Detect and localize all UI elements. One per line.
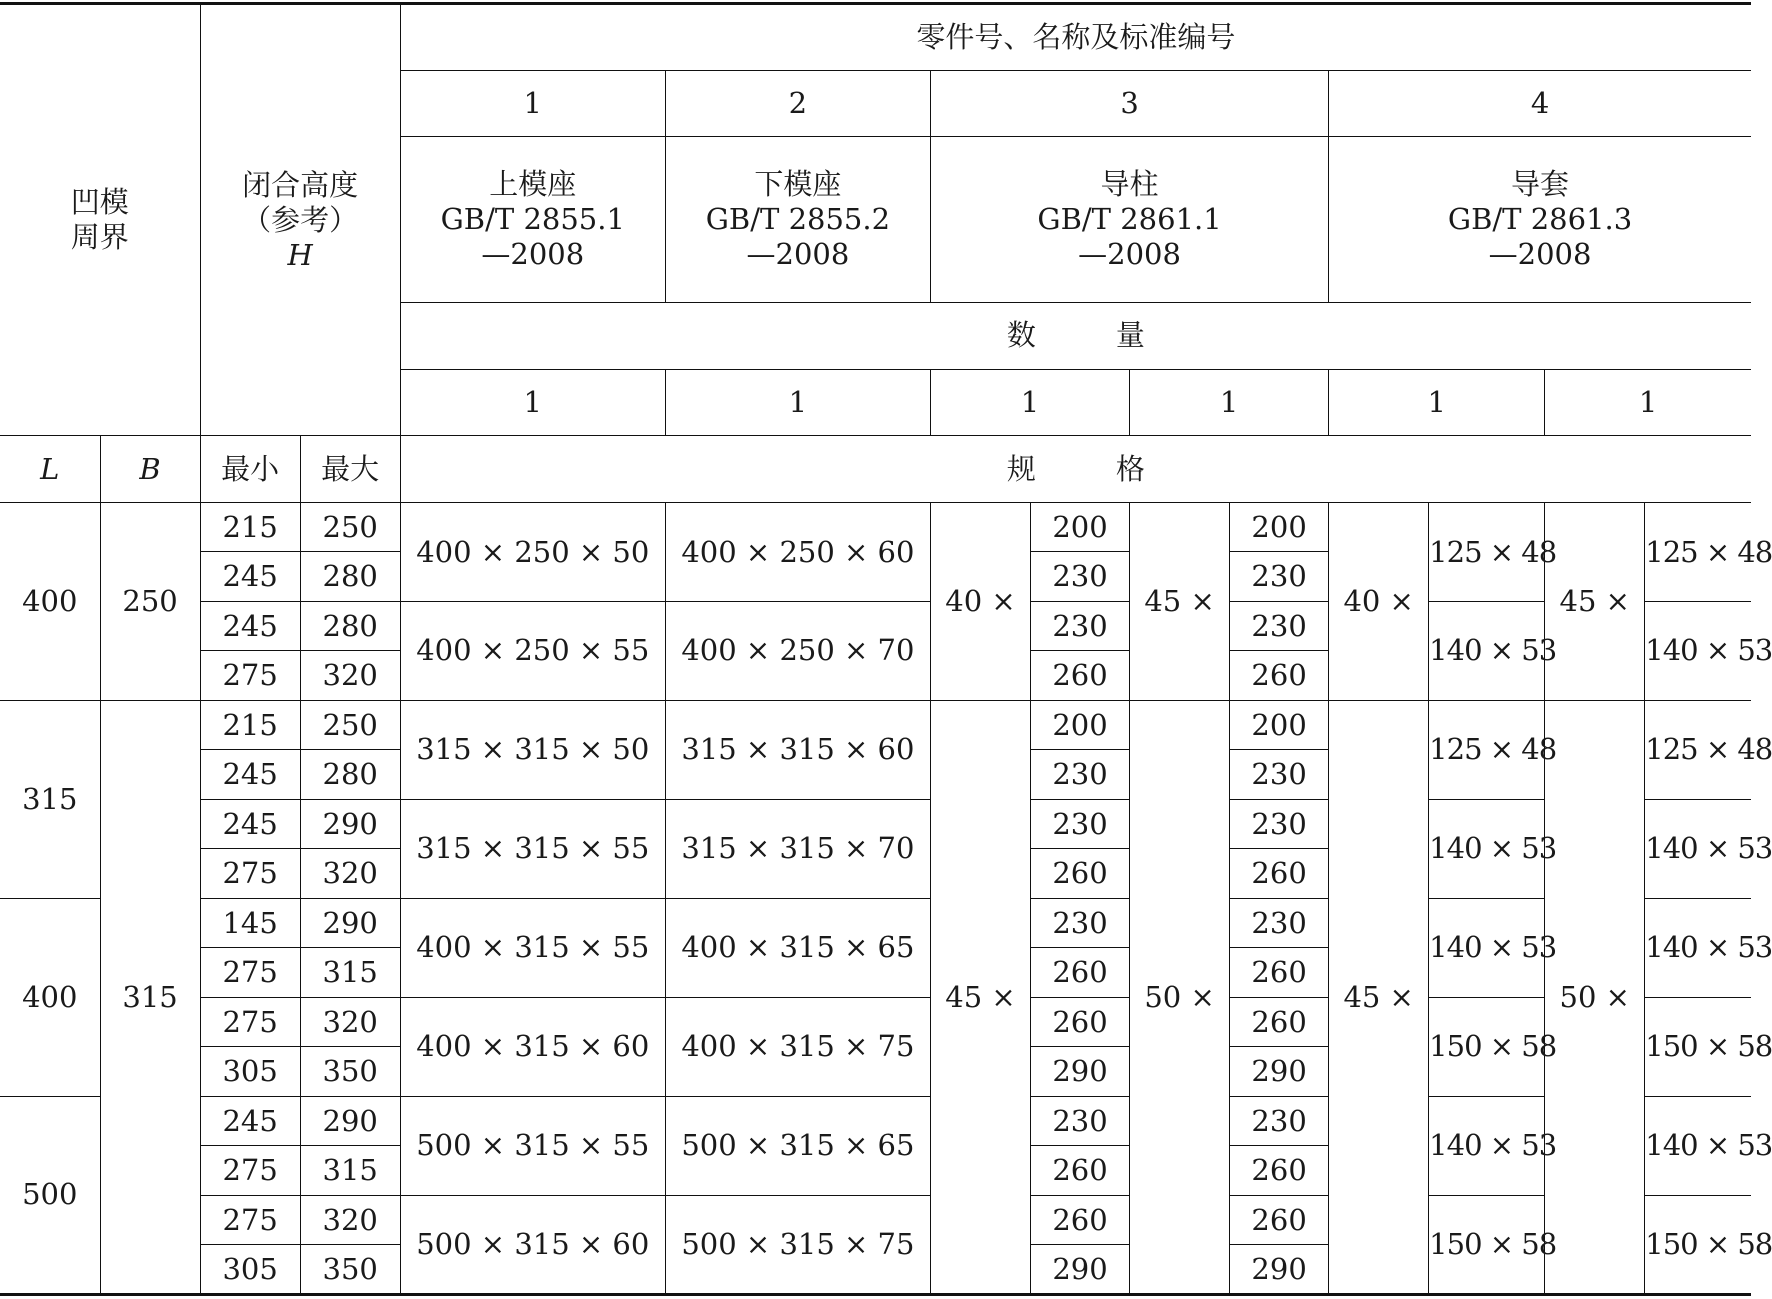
guide-pillar-a-length: 200 bbox=[1031, 700, 1130, 749]
quantity-label-char1: 数 bbox=[1006, 318, 1036, 353]
closed-height-max: 320 bbox=[300, 651, 400, 700]
table-row bbox=[0, 799, 1751, 848]
lower-die-base-spec: 500 × 315 × 75 bbox=[665, 1195, 930, 1294]
upper-die-base-spec: 400 × 315 × 55 bbox=[400, 898, 665, 997]
part-guide-pillar bbox=[930, 137, 1328, 303]
die-perimeter-label-line2: 周界 bbox=[70, 220, 129, 255]
closed-height-max: 250 bbox=[300, 700, 400, 749]
table-body bbox=[0, 4, 1772, 1295]
table-row bbox=[0, 1096, 1751, 1145]
quantity-upper-die-base: 1 bbox=[400, 369, 665, 436]
closed-height-max: 250 bbox=[300, 502, 400, 551]
quantity-guide-pillar-a: 1 bbox=[930, 369, 1129, 436]
part-number-3: 3 bbox=[930, 70, 1328, 137]
upper-die-base-spec: 315 × 315 × 50 bbox=[400, 700, 665, 799]
guide-pillar-b-length: 230 bbox=[1230, 898, 1329, 947]
closed-height-min: 275 bbox=[200, 1146, 300, 1195]
quantity-guide-pillar-b: 1 bbox=[1130, 369, 1329, 436]
die-length-L: 400 bbox=[0, 502, 100, 700]
closed-height-max: 350 bbox=[300, 1047, 400, 1096]
table-row bbox=[0, 1195, 1751, 1244]
closed-height-max: 280 bbox=[300, 601, 400, 650]
guide-pillar-a-length: 290 bbox=[1031, 1047, 1130, 1096]
closed-height-max: 320 bbox=[300, 1195, 400, 1244]
closed-height-min: 305 bbox=[200, 1245, 300, 1295]
upper-die-base-spec: 500 × 315 × 55 bbox=[400, 1096, 665, 1195]
guide-pillar-b-length: 260 bbox=[1230, 997, 1329, 1046]
column-header-min: 最小 bbox=[200, 436, 300, 503]
guide-pillar-b-length: 290 bbox=[1230, 1047, 1329, 1096]
lower-die-base-spec: 315 × 315 × 60 bbox=[665, 700, 930, 799]
guide-pillar-b-diameter: 45 × bbox=[1130, 502, 1230, 700]
guide-bush-b-spec: 150 × 58 bbox=[1645, 997, 1751, 1096]
guide-pillar-a-length: 230 bbox=[1031, 750, 1130, 799]
table-row bbox=[0, 601, 1751, 650]
parts-title-header: 零件号、名称及标准编号 bbox=[400, 4, 1751, 71]
part-name: 下模座 bbox=[754, 167, 842, 202]
part-standard: GB/T 2855.2 bbox=[705, 202, 891, 237]
lower-die-base-spec: 400 × 315 × 75 bbox=[665, 997, 930, 1096]
part-guide-bush bbox=[1329, 137, 1751, 303]
closed-height-min: 215 bbox=[200, 502, 300, 551]
guide-bush-b-spec: 125 × 48 bbox=[1645, 700, 1751, 799]
guide-bush-b-spec: 125 × 48 bbox=[1645, 502, 1751, 601]
part-standard: GB/T 2861.1 bbox=[1037, 202, 1222, 237]
die-length-L: 315 bbox=[0, 700, 100, 898]
part-upper-die-base bbox=[400, 137, 665, 303]
die-set-spec-table bbox=[0, 2, 1772, 1296]
closed-height-min: 245 bbox=[200, 1096, 300, 1145]
part-number-2: 2 bbox=[665, 70, 930, 137]
upper-die-base-spec: 400 × 315 × 60 bbox=[400, 997, 665, 1096]
guide-bush-b-spec: 140 × 53 bbox=[1645, 1096, 1751, 1195]
guide-pillar-a-length: 230 bbox=[1031, 799, 1130, 848]
quantity-guide-bush-b: 1 bbox=[1545, 369, 1751, 436]
guide-pillar-a-length: 290 bbox=[1031, 1245, 1130, 1295]
guide-pillar-b-length: 200 bbox=[1230, 502, 1329, 551]
closed-height-max: 320 bbox=[300, 997, 400, 1046]
guide-pillar-b-length: 200 bbox=[1230, 700, 1329, 749]
guide-pillar-a-length: 230 bbox=[1031, 552, 1130, 601]
guide-pillar-b-length: 230 bbox=[1230, 601, 1329, 650]
spec-header bbox=[400, 436, 1751, 503]
guide-pillar-b-length: 260 bbox=[1230, 1146, 1329, 1195]
die-length-L: 400 bbox=[0, 898, 100, 1096]
upper-die-base-spec: 315 × 315 × 55 bbox=[400, 799, 665, 898]
guide-bush-a-diameter: 40 × bbox=[1329, 502, 1429, 700]
guide-pillar-b-length: 260 bbox=[1230, 651, 1329, 700]
closed-height-min: 215 bbox=[200, 700, 300, 749]
closed-height-max: 350 bbox=[300, 1245, 400, 1295]
guide-bush-b-spec: 140 × 53 bbox=[1645, 601, 1751, 700]
guide-pillar-b-length: 230 bbox=[1230, 552, 1329, 601]
die-width-B: 250 bbox=[100, 502, 200, 700]
quantity-lower-die-base: 1 bbox=[665, 369, 930, 436]
part-lower-die-base bbox=[665, 137, 930, 303]
guide-pillar-a-length: 260 bbox=[1031, 997, 1130, 1046]
quantity-label-char2: 量 bbox=[1115, 318, 1145, 353]
column-header-max: 最大 bbox=[300, 436, 400, 503]
guide-bush-a-spec: 140 × 53 bbox=[1429, 601, 1545, 700]
part-standard: GB/T 2855.1 bbox=[440, 202, 625, 237]
column-header-B: B bbox=[100, 436, 200, 503]
guide-pillar-a-length: 230 bbox=[1031, 1096, 1130, 1145]
die-perimeter-header bbox=[0, 4, 200, 436]
closed-height-min: 275 bbox=[200, 997, 300, 1046]
closed-height-max: 290 bbox=[300, 1096, 400, 1145]
closed-height-label: 闭合高度 bbox=[242, 167, 359, 202]
part-standard-year: —2008 bbox=[1078, 237, 1181, 272]
closed-height-max: 315 bbox=[300, 1146, 400, 1195]
table-row bbox=[0, 997, 1751, 1046]
guide-bush-a-spec: 140 × 53 bbox=[1429, 1096, 1545, 1195]
guide-bush-b-spec: 150 × 58 bbox=[1645, 1195, 1751, 1294]
guide-bush-b-diameter: 50 × bbox=[1545, 700, 1645, 1294]
closed-height-min: 275 bbox=[200, 1195, 300, 1244]
closed-height-reference-note: （参考） bbox=[242, 202, 359, 237]
lower-die-base-spec: 315 × 315 × 70 bbox=[665, 799, 930, 898]
closed-height-min: 275 bbox=[200, 849, 300, 898]
lower-die-base-spec: 400 × 250 × 60 bbox=[665, 502, 930, 601]
die-perimeter-label-line1: 凹模 bbox=[70, 185, 129, 220]
table-row bbox=[0, 898, 1751, 947]
closed-height-max: 280 bbox=[300, 552, 400, 601]
closed-height-min: 275 bbox=[200, 651, 300, 700]
part-standard-year: —2008 bbox=[1488, 237, 1592, 272]
guide-pillar-a-diameter: 40 × bbox=[930, 502, 1030, 700]
guide-pillar-a-length: 230 bbox=[1031, 898, 1130, 947]
guide-bush-a-spec: 140 × 53 bbox=[1429, 799, 1545, 898]
guide-bush-a-diameter: 45 × bbox=[1329, 700, 1429, 1294]
guide-bush-b-diameter: 45 × bbox=[1545, 502, 1645, 700]
guide-pillar-a-length: 260 bbox=[1031, 849, 1130, 898]
guide-pillar-b-length: 260 bbox=[1230, 1195, 1329, 1244]
closed-height-max: 280 bbox=[300, 750, 400, 799]
guide-pillar-b-length: 260 bbox=[1230, 849, 1329, 898]
closed-height-min: 305 bbox=[200, 1047, 300, 1096]
table-row bbox=[0, 700, 1751, 749]
lower-die-base-spec: 500 × 315 × 65 bbox=[665, 1096, 930, 1195]
guide-pillar-b-diameter: 50 × bbox=[1130, 700, 1230, 1294]
upper-die-base-spec: 400 × 250 × 50 bbox=[400, 502, 665, 601]
guide-pillar-a-length: 260 bbox=[1031, 948, 1130, 997]
closed-height-min: 245 bbox=[200, 750, 300, 799]
guide-pillar-a-length: 260 bbox=[1031, 1146, 1130, 1195]
closed-height-max: 290 bbox=[300, 898, 400, 947]
guide-bush-a-spec: 150 × 58 bbox=[1429, 1195, 1545, 1294]
guide-bush-b-spec: 140 × 53 bbox=[1645, 799, 1751, 898]
guide-pillar-b-length: 230 bbox=[1230, 750, 1329, 799]
guide-pillar-b-length: 260 bbox=[1230, 948, 1329, 997]
closed-height-max: 315 bbox=[300, 948, 400, 997]
closed-height-min: 245 bbox=[200, 799, 300, 848]
die-length-L: 500 bbox=[0, 1096, 100, 1294]
column-header-L: L bbox=[0, 436, 100, 503]
guide-bush-a-spec: 125 × 48 bbox=[1429, 700, 1545, 799]
guide-pillar-a-length: 230 bbox=[1031, 601, 1130, 650]
lower-die-base-spec: 400 × 250 × 70 bbox=[665, 601, 930, 700]
guide-pillar-b-length: 230 bbox=[1230, 1096, 1329, 1145]
part-name: 上模座 bbox=[489, 167, 577, 202]
closed-height-min: 145 bbox=[200, 898, 300, 947]
part-number-4: 4 bbox=[1329, 70, 1751, 137]
lower-die-base-spec: 400 × 315 × 65 bbox=[665, 898, 930, 997]
part-name: 导套 bbox=[1511, 167, 1570, 202]
guide-pillar-b-length: 290 bbox=[1230, 1245, 1329, 1295]
closed-height-max: 290 bbox=[300, 799, 400, 848]
guide-pillar-a-length: 260 bbox=[1031, 1195, 1130, 1244]
quantity-header bbox=[400, 302, 1751, 369]
part-standard: GB/T 2861.3 bbox=[1447, 202, 1633, 237]
part-standard-year: —2008 bbox=[746, 237, 850, 272]
closed-height-min: 275 bbox=[200, 948, 300, 997]
guide-bush-a-spec: 125 × 48 bbox=[1429, 502, 1545, 601]
guide-bush-a-spec: 150 × 58 bbox=[1429, 997, 1545, 1096]
closed-height-min: 245 bbox=[200, 601, 300, 650]
part-number-1: 1 bbox=[400, 70, 665, 137]
die-width-B: 315 bbox=[100, 700, 200, 1294]
guide-pillar-a-diameter: 45 × bbox=[930, 700, 1030, 1294]
guide-bush-a-spec: 140 × 53 bbox=[1429, 898, 1545, 997]
upper-die-base-spec: 400 × 250 × 55 bbox=[400, 601, 665, 700]
part-name: 导柱 bbox=[1100, 167, 1159, 202]
spec-label-char2: 格 bbox=[1115, 451, 1145, 486]
closed-height-header bbox=[200, 4, 400, 436]
upper-die-base-spec: 500 × 315 × 60 bbox=[400, 1195, 665, 1294]
guide-bush-b-spec: 140 × 53 bbox=[1645, 898, 1751, 997]
guide-pillar-b-length: 230 bbox=[1230, 799, 1329, 848]
spec-label-char1: 规 bbox=[1006, 451, 1036, 486]
closed-height-symbol: H bbox=[287, 237, 313, 272]
guide-pillar-a-length: 200 bbox=[1031, 502, 1130, 551]
table-row bbox=[0, 502, 1751, 551]
closed-height-max: 320 bbox=[300, 849, 400, 898]
closed-height-min: 245 bbox=[200, 552, 300, 601]
part-standard-year: —2008 bbox=[481, 237, 585, 272]
guide-pillar-a-length: 260 bbox=[1031, 651, 1130, 700]
quantity-guide-bush-a: 1 bbox=[1329, 369, 1545, 436]
